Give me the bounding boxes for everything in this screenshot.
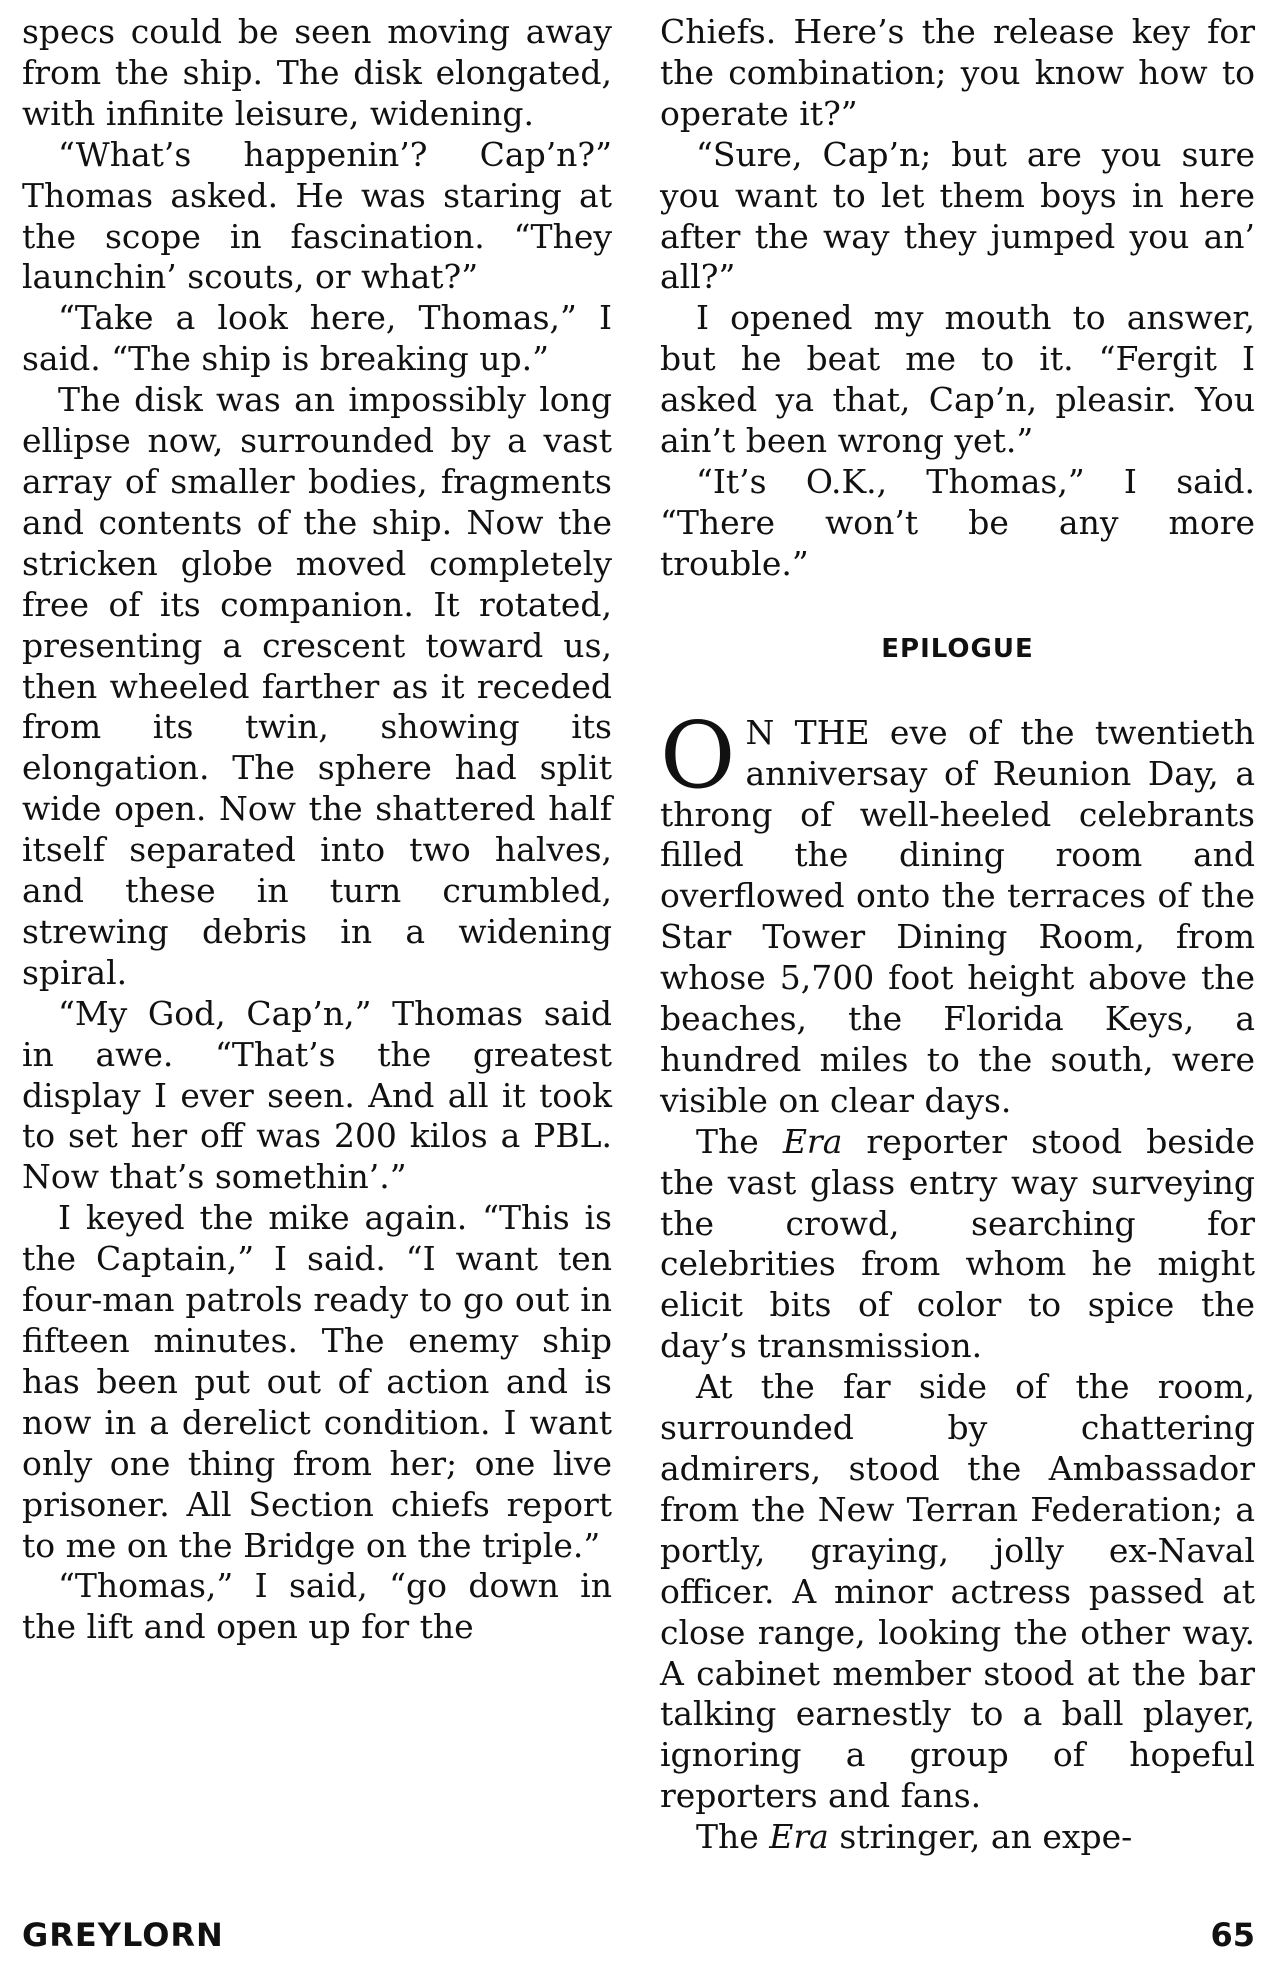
paragraph: The disk was an impossibly long ellipse now, surrounded by a vast array of smaller bodies, fragments and contents of the ship. Now the stricken globe moved completely free of its companion. It rotated, presenting a crescent toward us, then wheeled farther as it receded from its twin, showing its elongation. The sphere had split wide open. Now the shattered half itself separated into two halves, and these in turn crumbled, strewing debris in a widening spiral. <box>22 380 612 992</box>
running-footer-title: GREYLORN <box>22 1916 224 1954</box>
text-run: stringer, an expe- <box>828 1817 1133 1857</box>
paragraph-text: N THE eve of the twentieth anniversay of Reunion Day, a throng of well-heeled celebrants filled the dining room and overflowed onto the terraces of the Star Tower Dining Room, from whose 5,700 foot height above the beaches, the Florida Keys, a hundred miles to the south, were visible on clear days. <box>660 712 1255 1120</box>
paragraph: Chiefs. Here’s the release key for the combination; you know how to operate it?” <box>660 12 1255 133</box>
section-heading: EPILOGUE <box>881 633 1034 664</box>
text-run: reporter stood beside the vast glass entry way surveying the crowd, searching for celebrities from whom he might elicit bits of color to spice the day’s transmission. <box>660 1121 1255 1366</box>
paragraph: At the far side of the room, surrounded by chattering admirers, stood the Ambassador from the New Terran Federation; a portly, graying, jolly ex-Naval officer. A minor actress passed at close range, looking the other way. A cabinet member stood at the bar talking earnestly to a ball player, ignoring a group of hopeful reporters and fans. <box>660 1367 1255 1816</box>
italic-text: Era <box>782 1121 843 1161</box>
left-column <box>22 12 612 1648</box>
drop-cap: O <box>660 701 736 809</box>
paragraph: I opened my mouth to answer, but he beat me to it. “Fergit I asked ya that, Cap’n, pleasir. You ain’t been wrong yet.” <box>660 298 1255 461</box>
paragraph: “Take a look here, Thomas,” I said. “The ship is breaking up.” <box>22 298 612 379</box>
paragraph: “What’s happenin’? Cap’n?” Thomas asked. He was staring at the scope in fascination. “They launchin’ scouts, or what?” <box>22 134 612 297</box>
text-run: The <box>696 1817 770 1857</box>
paragraph: “Thomas,” I said, “go down in the lift and open up for the <box>22 1566 612 1647</box>
paragraph: “Sure, Cap’n; but are you sure you want to let them boys in here after the way they jumped you an’ all?” <box>660 134 1255 297</box>
paragraph <box>660 1817 1255 1858</box>
paragraph <box>660 1122 1255 1367</box>
paragraph: specs could be seen moving away from the ship. The disk elongated, with infinite leisure, widening. <box>22 12 612 133</box>
italic-text: Era <box>769 1817 829 1857</box>
paragraph: “My God, Cap’n,” Thomas said in awe. “That’s the greatest display I ever seen. And all it took to set her off was 200 kilos a PBL. Now that’s somethin’.” <box>22 993 612 1197</box>
paragraph: I keyed the mike again. “This is the Captain,” I said. “I want ten four-man patrols ready to go out in fifteen minutes. The enemy ship has been put out of action and is now in a derelict condition. I want only one thing from her; one live prisoner. All Section chiefs report to me on the Bridge on the triple.” <box>22 1198 612 1565</box>
epilogue-first-paragraph <box>660 701 1255 1122</box>
paragraph: “It’s O.K., Thomas,” I said. “There won’t be any more trouble.” <box>660 461 1255 583</box>
page-number: 65 <box>1210 1916 1255 1954</box>
text-run: The <box>696 1121 783 1161</box>
right-column <box>660 12 1255 1858</box>
